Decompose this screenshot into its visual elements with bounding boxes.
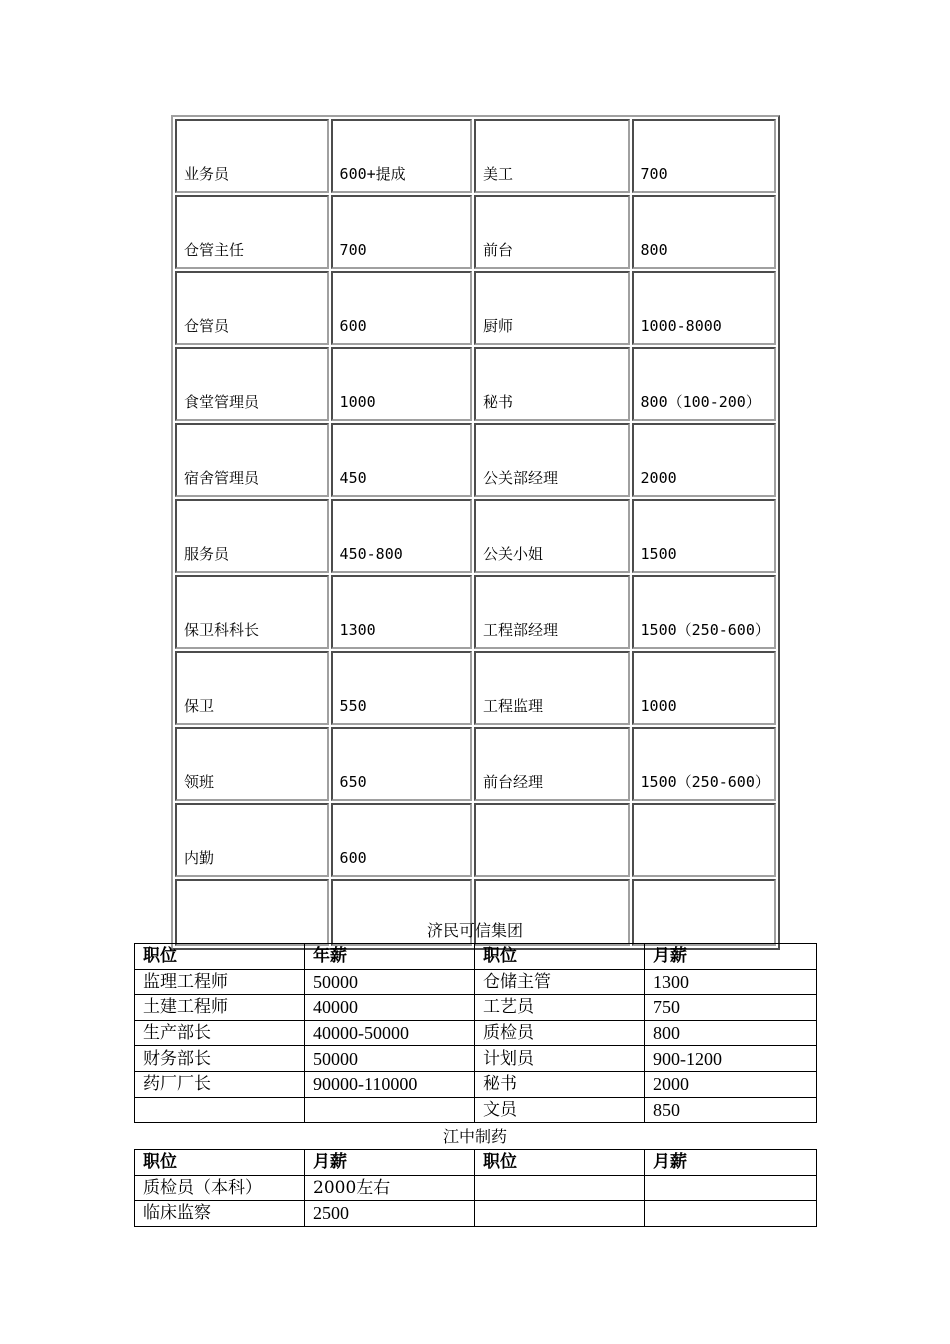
salary-cell: 1500 — [632, 499, 776, 573]
salary-cell: 450-800 — [331, 499, 472, 573]
column-header: 月薪 — [645, 944, 817, 970]
position-cell: 前台经理 — [474, 727, 630, 801]
position-cell: 仓管主任 — [175, 195, 329, 269]
salary-cell: 800（100-200） — [632, 347, 776, 421]
table-row — [175, 651, 776, 725]
position-cell: 药厂厂长 — [135, 1071, 305, 1097]
salary-cell: 450 — [331, 423, 472, 497]
salary-cell: 1000-8000 — [632, 271, 776, 345]
salary-cell: 1300 — [331, 575, 472, 649]
position-cell: 保卫科科长 — [175, 575, 329, 649]
position-cell: 服务员 — [175, 499, 329, 573]
table-row — [135, 1175, 817, 1201]
salary-cell: 40000-50000 — [305, 1020, 475, 1046]
salary-cell: 700 — [632, 119, 776, 193]
position-cell: 仓管员 — [175, 271, 329, 345]
position-cell: 宿舍管理员 — [175, 423, 329, 497]
salary-cell: 600 — [331, 803, 472, 877]
column-header: 月薪 — [305, 1150, 475, 1176]
table-row — [175, 271, 776, 345]
position-cell: 财务部长 — [135, 1046, 305, 1072]
table-row — [135, 1071, 817, 1097]
table-row — [135, 1046, 817, 1072]
position-cell: 公关小姐 — [474, 499, 630, 573]
table-caption-jimin: 济民可信集团 — [426, 921, 523, 940]
table-row — [135, 995, 817, 1021]
salary-cell: 900-1200 — [645, 1046, 817, 1072]
position-cell — [475, 1175, 645, 1201]
salary-cell: 2000 — [645, 1071, 817, 1097]
column-header: 职位 — [475, 1150, 645, 1176]
table-row — [175, 727, 776, 801]
position-cell: 秘书 — [475, 1071, 645, 1097]
position-cell: 工程部经理 — [474, 575, 630, 649]
position-cell — [475, 1201, 645, 1227]
position-cell: 美工 — [474, 119, 630, 193]
position-cell: 领班 — [175, 727, 329, 801]
salary-cell: 700 — [331, 195, 472, 269]
salary-cell: 600 — [331, 271, 472, 345]
salary-grid-table — [171, 115, 780, 950]
table-row — [175, 499, 776, 573]
salary-cell: 50000 — [305, 1046, 475, 1072]
position-cell: 前台 — [474, 195, 630, 269]
table-caption-jiangzhong: 江中制药 — [442, 1127, 507, 1146]
salary-cell: 550 — [331, 651, 472, 725]
table-row — [135, 1020, 817, 1046]
column-header: 月薪 — [645, 1150, 817, 1176]
salary-cell: 50000 — [305, 969, 475, 995]
table-row — [135, 1201, 817, 1227]
position-cell: 土建工程师 — [135, 995, 305, 1021]
table-row — [175, 195, 776, 269]
salary-cell: 2500 — [305, 1201, 475, 1227]
table-header-row — [135, 944, 817, 970]
salary-cell: 850 — [645, 1097, 817, 1123]
position-cell: 业务员 — [175, 119, 329, 193]
salary-cell: 750 — [645, 995, 817, 1021]
salary-cell: 1300 — [645, 969, 817, 995]
table-row — [135, 1097, 817, 1123]
salary-cell: 90000-110000 — [305, 1071, 475, 1097]
salary-cell — [645, 1201, 817, 1227]
position-cell — [135, 1097, 305, 1123]
position-cell: 临床监察 — [135, 1201, 305, 1227]
table-row — [175, 347, 776, 421]
position-cell: 厨师 — [474, 271, 630, 345]
salary-cell: 2000 — [632, 423, 776, 497]
position-cell: 保卫 — [175, 651, 329, 725]
jimin-salary-table — [134, 943, 817, 1123]
table-row — [175, 575, 776, 649]
jiangzhong-salary-table — [134, 1149, 817, 1227]
position-cell: 公关部经理 — [474, 423, 630, 497]
position-cell: 工程监理 — [474, 651, 630, 725]
salary-cell: 800 — [632, 195, 776, 269]
position-cell: 计划员 — [475, 1046, 645, 1072]
position-cell: 质检员 — [475, 1020, 645, 1046]
column-header: 职位 — [135, 1150, 305, 1176]
table-row — [135, 969, 817, 995]
salary-cell — [305, 1097, 475, 1123]
position-cell: 生产部长 — [135, 1020, 305, 1046]
position-cell: 监理工程师 — [135, 969, 305, 995]
position-cell: 工艺员 — [475, 995, 645, 1021]
salary-cell: 1000 — [632, 651, 776, 725]
salary-cell: 40000 — [305, 995, 475, 1021]
column-header: 年薪 — [305, 944, 475, 970]
table-header-row — [135, 1150, 817, 1176]
position-cell: 仓储主管 — [475, 969, 645, 995]
table-row — [175, 119, 776, 193]
position-cell: 食堂管理员 — [175, 347, 329, 421]
table-row — [175, 803, 776, 877]
salary-cell — [632, 803, 776, 877]
salary-cell — [645, 1175, 817, 1201]
salary-cell: 650 — [331, 727, 472, 801]
column-header: 职位 — [135, 944, 305, 970]
salary-cell: 1500（250-600） — [632, 575, 776, 649]
table-row — [175, 423, 776, 497]
salary-cell: 1000 — [331, 347, 472, 421]
position-cell: 内勤 — [175, 803, 329, 877]
salary-cell: 600+提成 — [331, 119, 472, 193]
position-cell: 质检员（本科） — [135, 1175, 305, 1201]
salary-cell: 2000左右 — [305, 1175, 475, 1201]
position-cell: 秘书 — [474, 347, 630, 421]
column-header: 职位 — [475, 944, 645, 970]
position-cell: 文员 — [475, 1097, 645, 1123]
salary-cell: 800 — [645, 1020, 817, 1046]
position-cell — [474, 803, 630, 877]
salary-cell: 1500（250-600） — [632, 727, 776, 801]
